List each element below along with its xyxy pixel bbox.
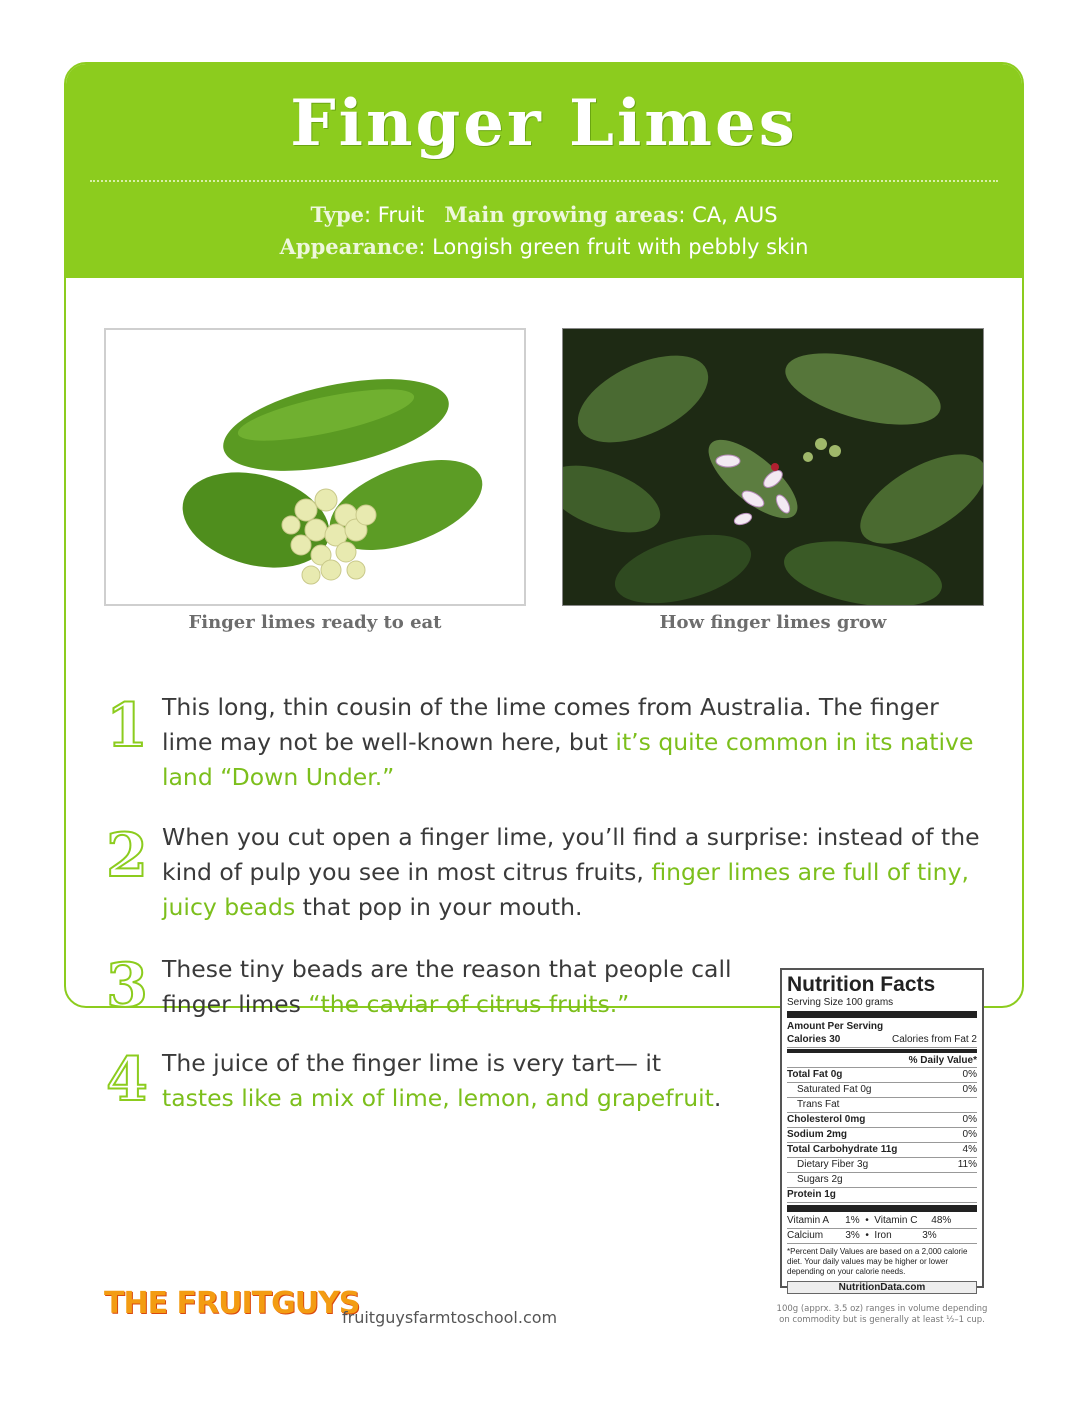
nutrition-row-value: 0% — [962, 1114, 977, 1125]
nutrition-row-label: Sodium 2mg — [787, 1129, 848, 1140]
fact-4 — [162, 1046, 722, 1116]
fact-1-highlight: it’s quite common in its native land “Down Under.” — [162, 728, 974, 791]
nutrition-row-label: Trans Fat — [797, 1099, 840, 1110]
nutrition-vitamin-row-2: Calcium 3% • Iron 3% — [787, 1229, 977, 1244]
nutrition-serving-size: Serving Size 100 grams — [787, 997, 894, 1008]
fruitguys-logo: THE FRUITGUYS — [104, 1286, 360, 1321]
nutrition-row — [787, 1128, 977, 1143]
nutrition-row-label: Sugars 2g — [797, 1174, 843, 1185]
type-label: Type — [310, 202, 365, 227]
fact-4-text-end: . — [713, 1084, 722, 1112]
nutrition-row-label: Protein 1g — [787, 1189, 836, 1200]
photo-caption-how-they-grow: How finger limes grow — [659, 612, 887, 633]
nutrition-amount-per-serving: Amount Per Serving — [787, 1021, 884, 1032]
areas-value: : CA, AUS — [678, 203, 778, 227]
nutrition-divider-thick — [787, 1011, 977, 1018]
nutrition-rows — [787, 1068, 977, 1203]
nutrition-row — [787, 1083, 977, 1098]
fact-1 — [162, 690, 992, 795]
nutrition-facts-label — [780, 968, 984, 1293]
nutrition-row-value: 0% — [962, 1069, 977, 1080]
nutrition-row — [787, 1098, 977, 1113]
finger-limes-photo — [104, 328, 526, 606]
finger-lime-blossom-illustration — [563, 329, 983, 605]
nutrition-calories: Calories 30 — [787, 1034, 841, 1045]
fact-4-highlight: tastes like a mix of lime, lemon, and grapefruit — [162, 1084, 714, 1112]
fact-2 — [162, 820, 992, 925]
nutrition-daily-value-header: % Daily Value* — [787, 1054, 977, 1068]
type-value: : Fruit — [364, 203, 425, 227]
areas-label: Main growing areas — [444, 202, 679, 227]
nutrition-row-value: 0% — [962, 1084, 977, 1095]
appearance-value: : Longish green fruit with pebbly skin — [418, 235, 809, 259]
page-title: Finger Limes — [290, 86, 798, 161]
meta-line-type-areas — [66, 202, 1022, 227]
dotted-divider — [90, 180, 998, 182]
nutrition-row-label: Total Fat 0g — [787, 1069, 843, 1080]
nutrition-row-label: Total Carbohydrate 11g — [787, 1144, 898, 1155]
nutrition-vitamin-row-1: Vitamin A 1% • Vitamin C 48% — [787, 1214, 977, 1229]
finger-limes-illustration — [106, 330, 524, 604]
nutrition-row-label: Cholesterol 0mg — [787, 1114, 866, 1125]
nutrition-footnote: *Percent Daily Values are based on a 2,000 calorie diet. Your daily values may be higher or lower depending on your calorie needs. — [787, 1247, 968, 1276]
photo-caption-ready-to-eat: Finger limes ready to eat — [188, 612, 442, 633]
nutrition-calories-from-fat: Calories from Fat 2 — [891, 1034, 977, 1045]
nutrition-row-value: 11% — [957, 1159, 977, 1170]
fact-number-1: 1 — [106, 691, 148, 761]
nutrition-serving-note: 100g (apprx. 3.5 oz) ranges in volume depending on commodity but is generally at least ½–1 cup. — [776, 1304, 988, 1325]
finger-lime-tree-photo — [562, 328, 984, 606]
fact-4-text: The juice of the finger lime is very tart— it — [162, 1049, 662, 1077]
header-banner — [66, 64, 1022, 278]
fact-2-text-end: that pop in your mouth. — [295, 893, 583, 921]
fact-3-text: These tiny beads are the reason that people call finger limes — [162, 955, 732, 1018]
fact-number-3: 3 — [106, 951, 148, 1021]
nutrition-row-value: 0% — [962, 1129, 977, 1140]
nutrition-divider-thick-2 — [787, 1205, 977, 1212]
fact-2-highlight: finger limes are full of tiny, juicy beads — [162, 858, 969, 921]
nutrition-row — [787, 1113, 977, 1128]
nutrition-row — [787, 1143, 977, 1158]
nutrition-row — [787, 1188, 977, 1203]
nutrition-row — [787, 1158, 977, 1173]
nutrition-row-value: 4% — [962, 1144, 977, 1155]
nutrition-source: NutritionData.com — [787, 1281, 977, 1294]
fact-2-text: When you cut open a finger lime, you’ll find a surprise: instead of the kind of pulp you see in most citrus fruits, — [162, 823, 980, 886]
footer-url[interactable]: fruitguysfarmtoschool.com — [342, 1308, 558, 1327]
nutrition-row-label: Dietary Fiber 3g — [797, 1159, 869, 1170]
nutrition-row-label: Saturated Fat 0g — [797, 1084, 872, 1095]
fact-number-4: 4 — [106, 1045, 148, 1115]
appearance-label: Appearance — [279, 234, 419, 259]
fact-3-highlight: “the caviar of citrus fruits.” — [308, 990, 630, 1018]
nutrition-title: Nutrition Facts — [787, 973, 936, 996]
nutrition-calories-row — [787, 1033, 977, 1048]
meta-line-appearance — [66, 234, 1022, 259]
nutrition-divider-medium — [787, 1049, 977, 1053]
fact-number-2: 2 — [106, 821, 148, 891]
nutrition-row — [787, 1173, 977, 1188]
fact-1-text: This long, thin cousin of the lime comes from Australia. The finger lime may not be well-known here, but — [162, 693, 939, 756]
fact-3 — [162, 952, 752, 1022]
nutrition-row — [787, 1068, 977, 1083]
